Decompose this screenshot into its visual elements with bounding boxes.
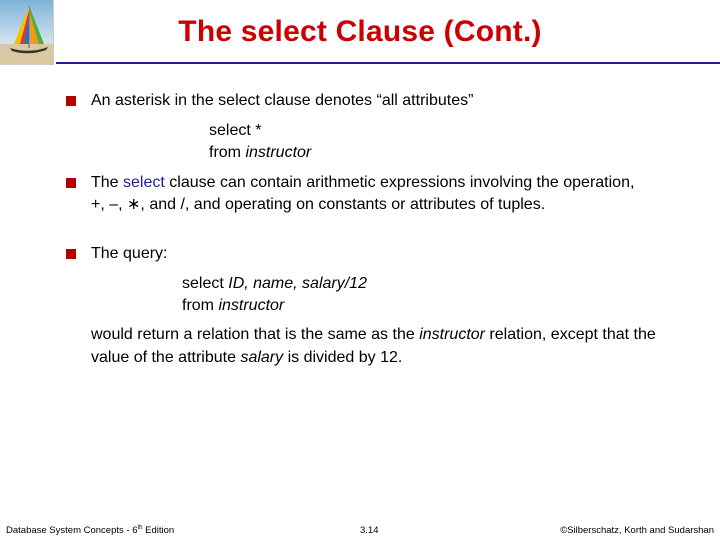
code-text: ID, name, salary/12 [223, 275, 367, 292]
bullet-arithmetic-text [91, 172, 641, 215]
bullet-query-text: The query: [91, 245, 168, 262]
footer-page-number: 3.14 [360, 525, 379, 536]
text-emphasis: instructor [419, 326, 485, 343]
text-emphasis: salary [240, 349, 284, 366]
text-segment: relation, except that the value of the attribute [91, 326, 656, 366]
code-text: * [250, 122, 262, 139]
bullet-icon [66, 178, 76, 188]
text-segment: Edition [142, 525, 175, 537]
select-keyword: select [123, 174, 165, 191]
code-line [209, 120, 311, 142]
bullet-icon [66, 249, 76, 259]
code-relation: instructor [241, 144, 312, 161]
code-keyword: select [209, 122, 251, 139]
code-line [182, 295, 367, 317]
bullet-asterisk-text: An asterisk in the select clause denotes “all attributes” [91, 92, 474, 109]
footer-book-title [6, 525, 174, 536]
footer-copyright: ©Silberschatz, Korth and Sudarshan [560, 525, 714, 536]
code-relation: instructor [214, 297, 285, 314]
text-segment: is divided by 12. [283, 349, 403, 366]
code-line [209, 142, 311, 164]
code-keyword: select [182, 275, 224, 292]
slide-title: The select Clause (Cont.) [178, 15, 542, 48]
text-segment: The [91, 174, 124, 191]
text-segment: Database System Concepts - 6 [6, 525, 138, 537]
text-segment: would return a relation that is the same as the [91, 326, 420, 343]
bullet-icon [66, 96, 76, 106]
text-superscript: th [137, 525, 143, 531]
title-divider [56, 62, 720, 64]
code-line [182, 273, 367, 295]
explanation-text [91, 323, 681, 369]
code-block-select-star [209, 120, 311, 164]
code-keyword: from [182, 297, 214, 314]
code-keyword: from [209, 144, 241, 161]
text-segment: clause can contain arithmetic expressions involving the operation, +, –, ∗, and /, and operating on constants or attributes of tuples. [91, 174, 635, 213]
code-block-select-salary [182, 273, 367, 317]
